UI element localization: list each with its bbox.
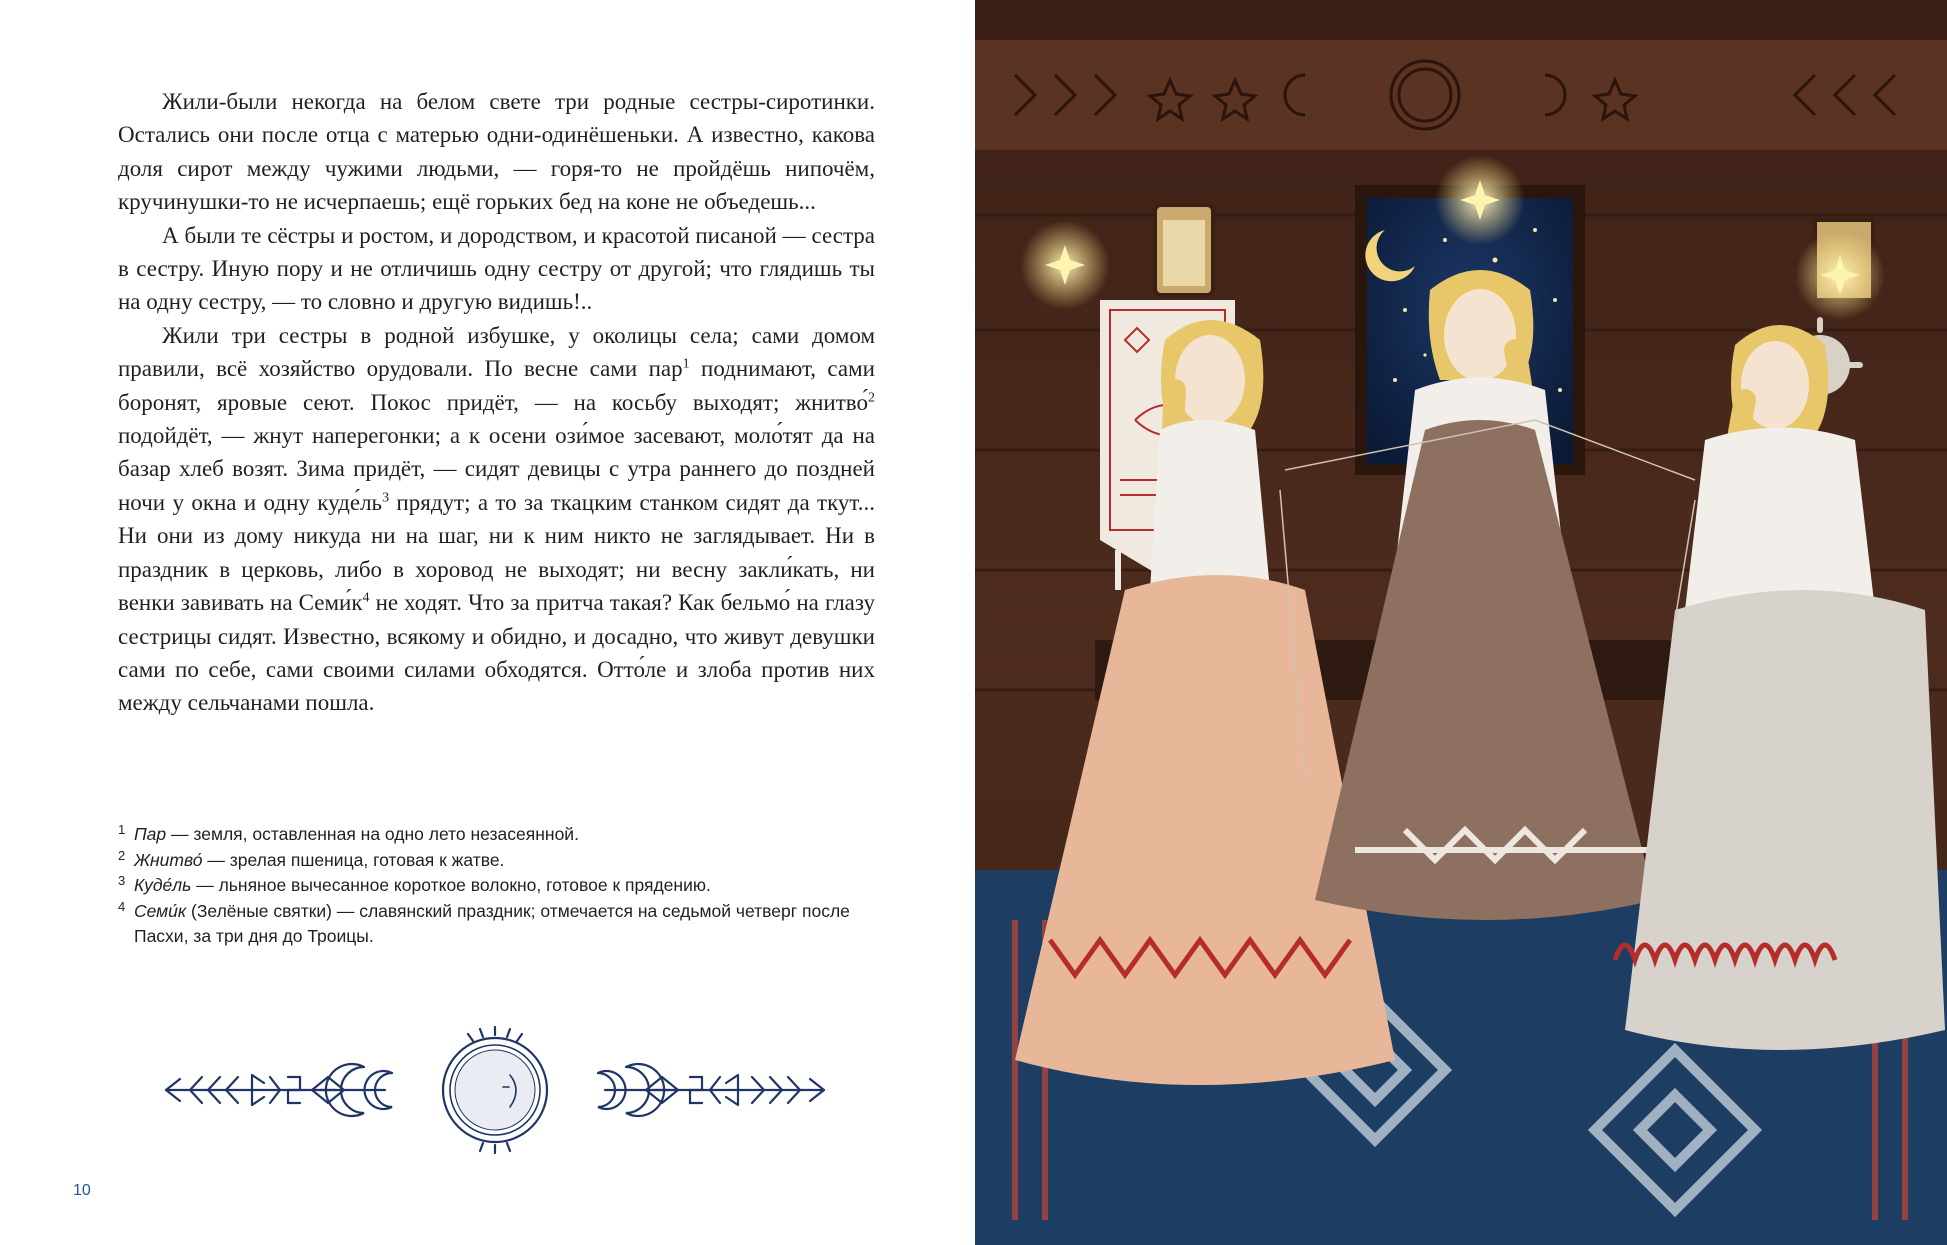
three-sisters-illustration <box>975 0 1947 1245</box>
footnote-2 <box>118 848 875 874</box>
paragraph-3-text-c: подойдёт, — жнут наперегонки; а к осени ози́мое засевают, моло́тят да на базар хлеб возят. Зима придёт, — сидят девицы с утра раннего до поздней ночи у окна и одну куде́ль <box>118 423 875 515</box>
footnote-term: Куде́ль <box>134 875 192 896</box>
footnote-ref-3[interactable]: 3 <box>382 490 390 506</box>
footnote-3 <box>118 873 875 899</box>
footnote-ref-1[interactable]: 1 <box>682 356 690 372</box>
story-text <box>118 85 875 720</box>
paragraph-3-text-a: Жили три сестры в родной избушке, у околицы села; сами домом правили, всё хозяйство орудовали. По весне сами пар <box>118 322 875 382</box>
footnote-text: — зрелая пшеница, готовая к жатве. <box>202 849 505 870</box>
footnote-text: (Зелёные святки) — славянский праздник; отмечается на седьмой четверг после Пасхи, за три дня до Троицы. <box>134 900 850 947</box>
moon-ornament-divider <box>160 1015 830 1165</box>
footnotes <box>118 822 875 950</box>
paragraph-3-text-d: прядут; а то за ткацким станком сидят да ткут... Ни они из дому никуда ни на шаг, ни к ним никто не заглядывает. Ни в праздник в церковь, либо в хоровод не выходят; ни весну закли́кать, ни венки завивать на Семи́к <box>118 489 875 616</box>
paragraph-2 <box>118 219 875 319</box>
paragraph-1-text: Жили-были некогда на белом свете три родные сестры-сиротинки. Остались они после отца с матерью одни-одинёшеньки. А известно, какова доля сирот между чужими людьми, — горя-то не пройдёшь нипочём, кручинушки-то не исчерпаешь; ещё горьких бед на коне не объедешь... <box>118 89 875 215</box>
footnote-term: Жнитво́ <box>134 849 203 870</box>
paragraph-1 <box>118 85 875 219</box>
carved-beam <box>975 40 1947 150</box>
illustration-artwork <box>975 0 1947 1245</box>
footnote-4 <box>118 899 875 950</box>
paragraph-3-text-e: не ходят. Что за притча такая? Как бельмо́ на глазу сестрицы сидят. Известно, всякому и обидно, и досадно, что живут девушки сами по себе, сами своими силами обходятся. Отто́ле и злоба против них между сельчанами пошла. <box>118 590 875 716</box>
footnote-1 <box>118 822 875 848</box>
paragraph-3-text-b: поднимают, сами боронят, яровые сеют. Покос придёт, — на косьбу выходят; жнитво́ <box>118 356 875 415</box>
footnote-text: — льняное вычесанное короткое волокно, готовое к прядению. <box>191 875 711 896</box>
footnote-term: Семи́к <box>134 900 187 921</box>
footnote-number: 4 <box>118 898 126 914</box>
footnote-term: Пар <box>134 824 167 844</box>
page-number: 10 <box>73 1182 91 1199</box>
footnote-number: 1 <box>118 822 126 837</box>
footnote-number: 3 <box>118 873 126 889</box>
footnote-number: 2 <box>118 847 126 863</box>
footnote-ref-2[interactable]: 2 <box>868 390 875 405</box>
paragraph-3 <box>118 319 875 720</box>
footnote-text: — земля, оставленная на одно лето незасеянной. <box>166 824 579 844</box>
paragraph-2-text: А были те сёстры и ростом, и дородством, и красотой писаной — сестра в сестру. Иную пору и не отличишь одну сестру от другой; что глядишь ты на одну сестру, — то словно и другую видишь!.. <box>118 222 875 315</box>
footnote-ref-4[interactable]: 4 <box>362 590 370 606</box>
